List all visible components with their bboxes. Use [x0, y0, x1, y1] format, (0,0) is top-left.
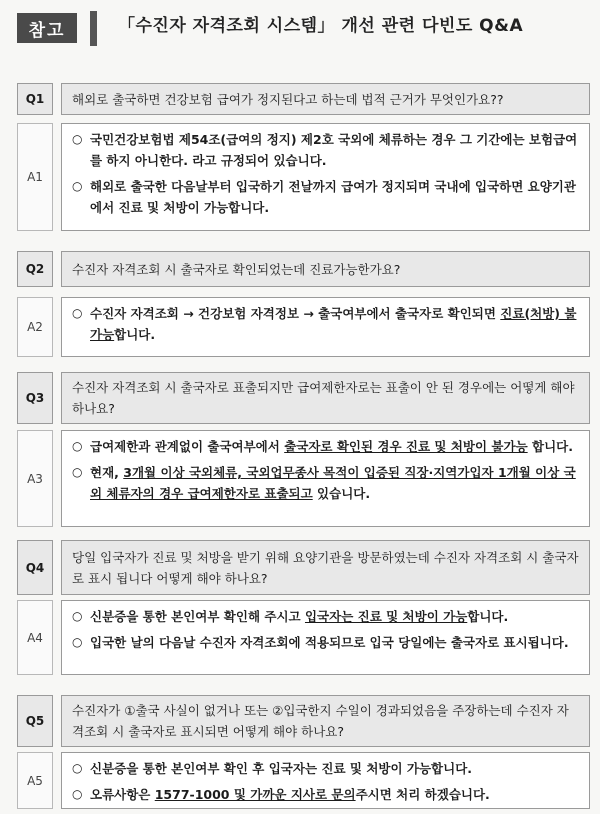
answer-row-3	[17, 430, 590, 527]
answer-bullet: ○ 오류사항은 1577-1000 및 가까운 지사로 문의주시면 처리 하겠습니다.	[72, 784, 579, 805]
answer-row-1	[17, 123, 590, 231]
answer-content	[61, 430, 590, 527]
question-label: Q1	[17, 83, 53, 115]
question-text: 수진자 자격조회 시 출국자로 표출되지만 급여제한자로는 표출이 안 된 경우에는 어떻게 해야 하나요?	[61, 372, 590, 424]
bullet-circle-icon: ○	[72, 132, 83, 146]
reference-badge: 참고	[17, 13, 77, 43]
answer-content	[61, 752, 590, 809]
bullet-circle-icon: ○	[72, 465, 83, 479]
question-row-5	[17, 695, 590, 747]
bullet-circle-icon: ○	[72, 609, 83, 623]
bullet-circle-icon: ○	[72, 761, 83, 775]
emphasized-text: 진료(처방) 불가능	[90, 306, 577, 342]
bullet-circle-icon: ○	[72, 179, 83, 193]
answer-bullet: ○ 수진자 자격조회 → 건강보험 자격정보 → 출국여부에서 출국자로 확인되면 진료(처방) 불가능합니다.	[72, 303, 579, 345]
bullet-circle-icon: ○	[72, 439, 83, 453]
answer-row-2	[17, 297, 590, 357]
question-text: 수진자가 ①출국 사실이 없거나 또는 ②입국한지 수일이 경과되었음을 주장하는데 수진자 자격조회 시 출국자로 표시되면 어떻게 해야 하나요?	[61, 695, 590, 747]
emphasized-text: 1577-1000 및 가까운 지사로 문의	[154, 787, 356, 802]
question-row-2	[17, 251, 590, 287]
answer-content	[61, 297, 590, 357]
answer-bullet: ○ 해외로 출국한 다음날부터 입국하기 전날까지 급여가 정지되며 국내에 입국하면 요양기관에서 진료 및 처방이 가능합니다.	[72, 176, 579, 218]
header-divider-bar	[90, 11, 97, 46]
question-row-3	[17, 372, 590, 424]
answer-bullet: ○ 입국한 날의 다음날 수진자 자격조회에 적용되므로 입국 당일에는 출국자로 표시됩니다.	[72, 632, 579, 653]
answer-label: A3	[17, 430, 53, 527]
answer-bullet: ○ 급여제한과 관계없이 출국여부에서 출국자로 확인된 경우 진료 및 처방이 불가능 합니다.	[72, 436, 579, 457]
answer-bullet: ○ 국민건강보험법 제54조(급여의 정지) 제2호 국외에 체류하는 경우 그 기간에는 보험급여를 하지 아니한다. 라고 규정되어 있습니다.	[72, 129, 579, 171]
question-text: 당일 입국자가 진료 및 처방을 받기 위해 요양기관을 방문하였는데 수진자 자격조회 시 출국자로 표시 됩니다 어떻게 해야 하나요?	[61, 540, 590, 595]
answer-label: A4	[17, 600, 53, 675]
emphasized-text: 출국자로 확인된 경우 진료 및 처방이 불가능	[284, 439, 528, 454]
question-label: Q5	[17, 695, 53, 747]
page-header	[0, 0, 600, 60]
emphasized-text: 3개월 이상 국외체류, 국외업무종사 목적이 입증된 직장·지역가입자 1개월 이상 국외 체류자의 경우 급여제한자로 표출되고	[90, 465, 576, 501]
emphasized-text: 입국자는 진료 및 처방이 가능	[304, 609, 468, 624]
answer-bullet: ○ 신분증을 통한 본인여부 확인 후 입국자는 진료 및 처방이 가능합니다.	[72, 758, 579, 779]
answer-row-4	[17, 600, 590, 675]
answer-content	[61, 600, 590, 675]
answer-bullet: ○ 신분증을 통한 본인여부 확인해 주시고 입국자는 진료 및 처방이 가능합니다.	[72, 606, 579, 627]
answer-label: A5	[17, 752, 53, 809]
bullet-circle-icon: ○	[72, 635, 83, 649]
question-label: Q2	[17, 251, 53, 287]
document-title: 「수진자 자격조회 시스템」 개선 관련 다빈도 Q&A	[118, 16, 524, 36]
question-label: Q4	[17, 540, 53, 595]
question-row-4	[17, 540, 590, 595]
answer-row-5	[17, 752, 590, 809]
question-text: 수진자 자격조회 시 출국자로 확인되었는데 진료가능한가요?	[61, 251, 590, 287]
question-label: Q3	[17, 372, 53, 424]
question-text: 해외로 출국하면 건강보험 급여가 정지된다고 하는데 법적 근거가 무엇인가요??	[61, 83, 590, 115]
answer-label: A2	[17, 297, 53, 357]
answer-content	[61, 123, 590, 231]
answer-bullet: ○ 현재, 3개월 이상 국외체류, 국외업무종사 목적이 입증된 직장·지역가입자 1개월 이상 국외 체류자의 경우 급여제한자로 표출되고 있습니다.	[72, 462, 579, 504]
bullet-circle-icon: ○	[72, 306, 83, 320]
answer-label: A1	[17, 123, 53, 231]
bullet-circle-icon: ○	[72, 787, 83, 801]
question-row-1	[17, 83, 590, 115]
